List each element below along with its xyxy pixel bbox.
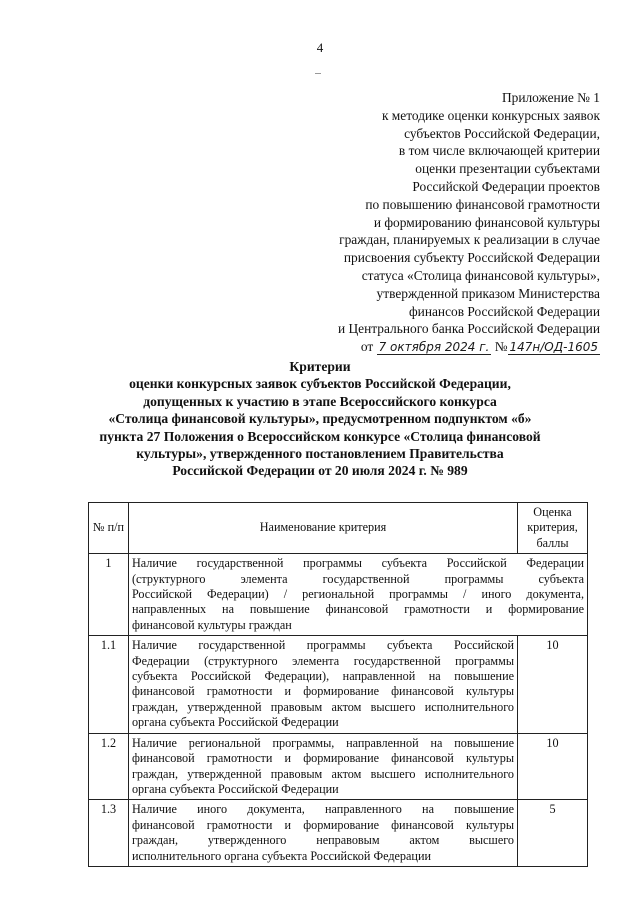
- title-line: Российской Федерации от 20 июля 2024 г. № 989: [172, 463, 468, 479]
- appendix-line: оценки презентации субъектами: [415, 161, 600, 177]
- date-prefix: от: [360, 339, 374, 355]
- row-criterion-name: [128, 636, 517, 733]
- appendix-line: присвоения субъекту Российской Федерации: [343, 250, 600, 266]
- title-line: культуры», утвержденного постановлением Правительства: [136, 446, 504, 462]
- criterion-line: граждан, утвержденного неправовым актом высшего: [131, 833, 515, 848]
- handwritten-number: 147н/ОД-1605: [509, 340, 598, 355]
- row-criterion-name: [128, 800, 517, 867]
- table-header-row: [89, 503, 588, 554]
- title-line: оценки конкурсных заявок субъектов Российской Федерации,: [129, 376, 511, 392]
- criterion-line: Наличие государственной программы субъекта Российской Федерации: [131, 556, 584, 571]
- criterion-line: органа субъекта Российской Федерации: [131, 715, 339, 730]
- row-score: 10: [518, 733, 588, 800]
- criterion-line: субъекта Российской Федерации), направленной на повышение: [131, 669, 515, 684]
- row-num: 1.2: [89, 733, 129, 800]
- scan-mark: [315, 73, 321, 74]
- criterion-line: направленных на повышение финансовой грамотности и формирование: [131, 602, 584, 617]
- title-line: Критерии: [289, 359, 351, 374]
- appendix-line: финансов Российской Федерации: [408, 303, 600, 319]
- row-score: 10: [518, 636, 588, 733]
- approval-date-line: [240, 338, 600, 357]
- appendix-line: утвержденной приказом Министерства: [376, 285, 600, 301]
- row-num: 1.3: [89, 800, 129, 867]
- appendix-line: Приложение № 1: [501, 90, 600, 105]
- criterion-line: исполнительного органа субъекта Российской Федерации: [131, 848, 431, 863]
- document-title: [80, 358, 560, 480]
- criterion-line: финансовой грамотности и формирование финансовой культуры: [131, 817, 515, 832]
- criterion-line: граждан, утвержденной правовым актом высшего исполнительного: [131, 699, 515, 714]
- appendix-line: к методике оценки конкурсных заявок: [381, 107, 600, 123]
- criterion-line: Российской Федерации) / региональной программы / иного документа,: [131, 587, 584, 602]
- criterion-line: (структурного элемента государственной программы субъекта: [131, 571, 584, 586]
- title-line: «Столица финансовой культуры», предусмотренном подпунктом «б»: [108, 411, 532, 427]
- appendix-line: Российской Федерации проектов: [412, 178, 600, 194]
- appendix-line: граждан, планируемых к реализации в случае: [339, 232, 600, 248]
- criterion-line: Наличие региональной программы, направленной на повышение: [131, 735, 515, 750]
- criterion-line: финансовой культуры граждан: [131, 617, 292, 632]
- appendix-line: и формированию финансовой культуры: [373, 214, 600, 230]
- criterion-line: Федерации (структурного элемента государственной программы: [131, 653, 515, 668]
- appendix-line: в том числе включающей критерии: [398, 143, 600, 159]
- header-name: Наименование критерия: [128, 503, 517, 554]
- appendix-line: и Центрального банка Российской Федерации: [337, 321, 600, 337]
- criterion-line: органа субъекта Российской Федерации: [131, 781, 339, 796]
- appendix-block: [240, 89, 600, 357]
- page-number: 4: [316, 40, 324, 55]
- criterion-line: финансовой грамотности и формирование финансовой культуры: [131, 751, 515, 766]
- row-score: 5: [518, 800, 588, 867]
- header-score: Оценка критерия, баллы: [518, 503, 588, 554]
- criteria-table: [88, 502, 588, 867]
- table-row: [89, 733, 588, 800]
- appendix-line: субъектов Российской Федерации,: [404, 125, 600, 141]
- appendix-line: статуса «Столица финансовой культуры»,: [361, 267, 600, 283]
- header-num: № п/п: [89, 503, 129, 554]
- title-line: пункта 27 Положения о Всероссийском конкурсе «Столица финансовой: [99, 428, 541, 444]
- criterion-line: граждан, утвержденной правовым актом высшего исполнительного: [131, 766, 515, 781]
- row-num: 1: [89, 554, 129, 636]
- table-row: [89, 636, 588, 733]
- row-num: 1.1: [89, 636, 129, 733]
- table-row: [89, 554, 588, 636]
- table-row: [89, 800, 588, 867]
- criterion-line: Наличие иного документа, направленного на повышение: [131, 802, 515, 817]
- number-prefix: №: [494, 339, 508, 355]
- criterion-line: Наличие государственной программы субъекта Российской: [131, 638, 515, 653]
- appendix-line: по повышению финансовой грамотности: [365, 196, 600, 212]
- row-criterion-name: [128, 554, 587, 636]
- title-line: допущенных к участию в этапе Всероссийского конкурса: [143, 393, 497, 409]
- handwritten-date: 7 октября 2024 г.: [378, 340, 490, 355]
- row-criterion-name: [128, 733, 517, 800]
- criterion-line: финансовой грамотности и формирование финансовой культуры: [131, 684, 515, 699]
